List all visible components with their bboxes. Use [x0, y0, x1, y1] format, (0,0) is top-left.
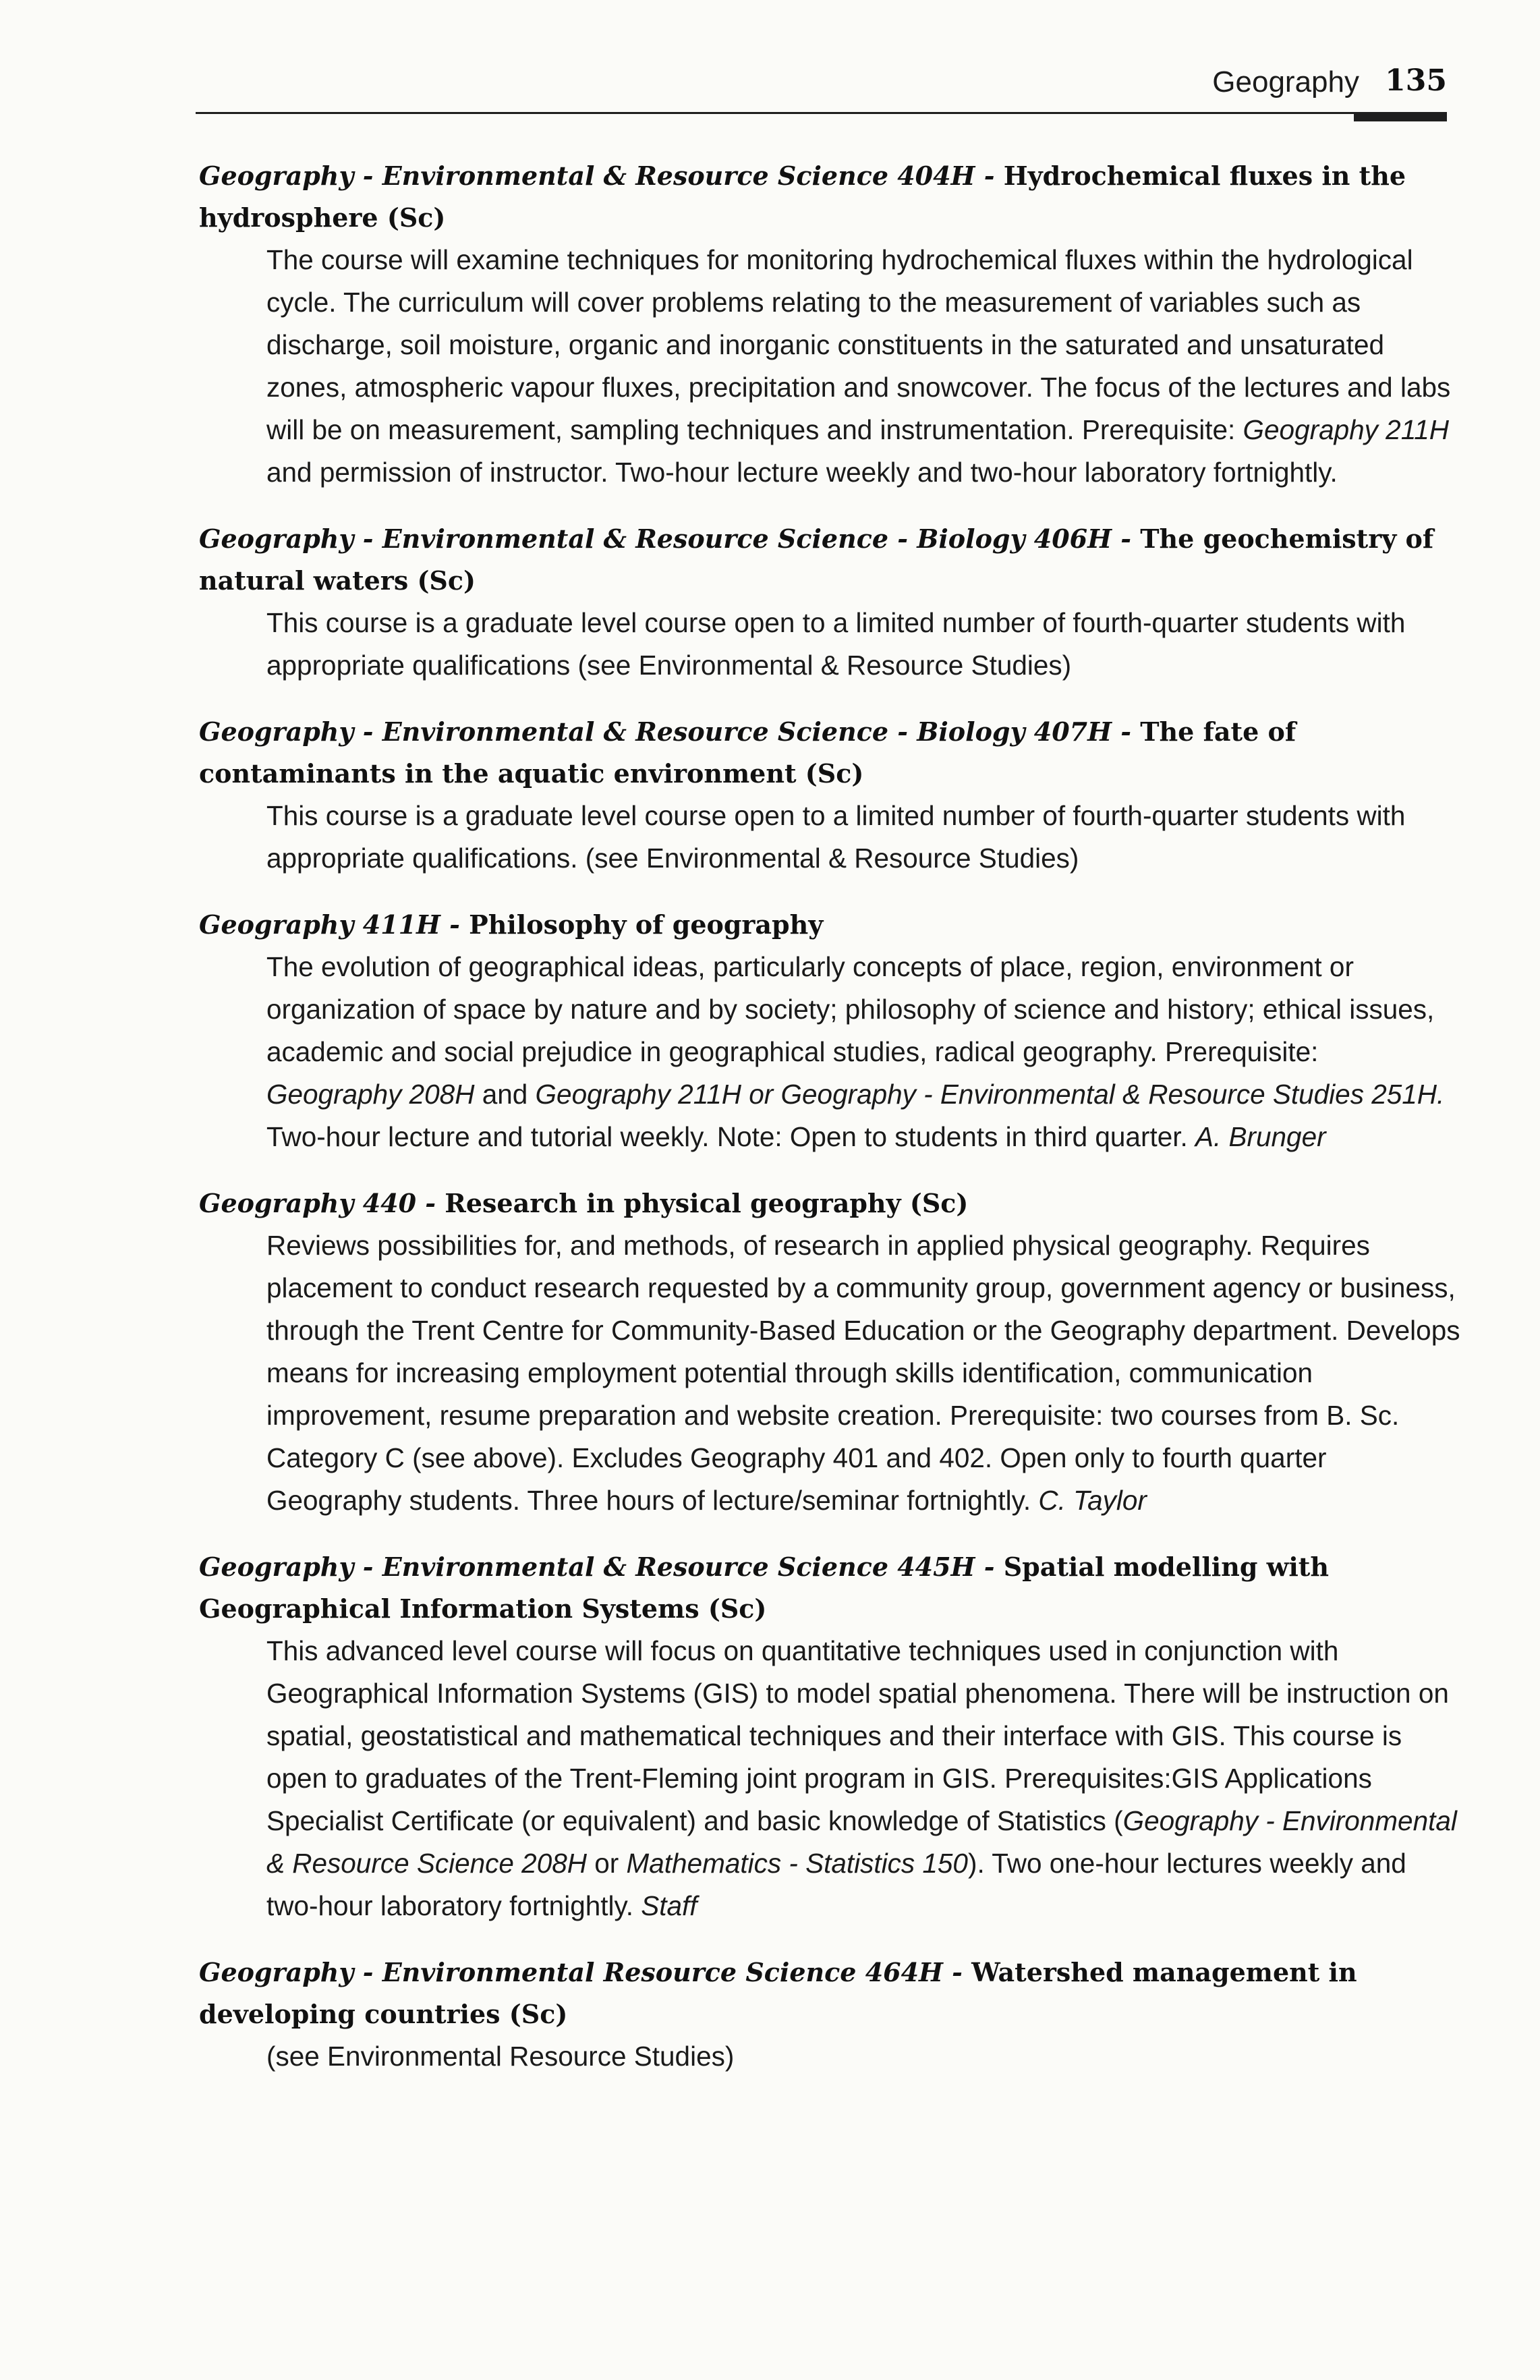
course-description — [266, 946, 1460, 1158]
course-code: Geography - Environmental & Resource Science - Biology 406H - — [199, 523, 1141, 554]
course-heading — [199, 1546, 1460, 1630]
description-text: Two-hour lecture and tutorial weekly. Note: Open to students in third quarter. — [266, 1121, 1195, 1152]
course-entry-445h — [199, 1546, 1460, 1927]
description-text: This advanced level course will focus on quantitative techniques used in conjunction with Geographical Information Systems (GIS) to model spatial phenomena. There will be instruction on spatial, geostatistical and mathematical techniques and their interface with GIS. This course is open to graduates of the Trent-Fleming joint program in GIS. Prerequisites:GIS Applications Specialist Certificate (or equivalent) and basic knowledge of Statistics ( — [266, 1635, 1449, 1836]
instructor-name: Staff — [641, 1890, 697, 1921]
course-code: Geography 440 - — [199, 1188, 445, 1218]
course-entry-404h — [199, 155, 1460, 494]
course-title: The fate of contaminants in the aquatic environment (Sc) — [199, 716, 1296, 789]
description-text: The course will examine techniques for monitoring hydrochemical fluxes within the hydrological cycle. The curriculum will cover problems relating to the measurement of variables such as discharge, soil moisture, organic and inorganic constituents in the saturated and unsaturated zones, atmospheric vapour fluxes, precipitation and snowcover. The focus of the lectures and labs will be on measurement, sampling techniques and instrumentation. Prerequisite: — [266, 244, 1451, 445]
course-description — [266, 1224, 1460, 1522]
header-thumb-tab — [1354, 112, 1447, 121]
course-heading — [199, 1952, 1460, 2035]
course-description — [266, 239, 1460, 494]
prerequisite-course: Geography - Environmental & Resource Science 208H — [266, 1805, 1457, 1879]
course-entry-407h — [199, 711, 1460, 880]
description-text: or — [587, 1848, 627, 1879]
description-text: The evolution of geographical ideas, particularly concepts of place, region, environment or organization of space by nature and by society; philosophy of science and history; ethical issues, academic and social prejudice in geographical studies, radical geography. Prerequisite: — [266, 951, 1435, 1067]
prerequisite-course: Geography 211H — [1243, 414, 1449, 445]
course-title: Watershed management in developing countries (Sc) — [199, 1957, 1357, 2029]
instructor-name: C. Taylor — [1038, 1485, 1147, 1516]
course-code: Geography 411H - — [199, 909, 469, 940]
prerequisite-course: Mathematics - Statistics 150 — [626, 1848, 968, 1879]
course-heading — [199, 1183, 1460, 1224]
description-text: ). Two one-hour lectures weekly and two-hour laboratory fortnightly. — [266, 1848, 1406, 1921]
course-description: (see Environmental Resource Studies) — [266, 2041, 735, 2072]
page-number: 135 — [1385, 63, 1447, 98]
course-entry-411h — [199, 904, 1460, 1158]
header-section-title: Geography — [1212, 65, 1359, 98]
course-description — [266, 1630, 1460, 1927]
course-heading — [199, 711, 1460, 795]
prerequisite-course: Geography 211H or Geography - Environmental & Resource Studies 251H. — [535, 1079, 1445, 1110]
course-code: Geography - Environmental Resource Science 464H - — [199, 1957, 972, 1987]
course-heading — [199, 518, 1460, 602]
description-text: and — [474, 1079, 536, 1110]
course-listings — [199, 155, 1460, 2102]
header-rule — [196, 112, 1447, 114]
course-code: Geography - Environmental & Resource Science 445H - — [199, 1552, 1004, 1582]
course-title: Research in physical geography (Sc) — [445, 1188, 969, 1218]
course-description: This course is a graduate level course open to a limited number of fourth-quarter students with appropriate qualifications (see Environmental & Resource Studies) — [266, 607, 1406, 681]
course-code: Geography - Environmental & Resource Science 404H - — [199, 161, 1004, 191]
course-title: Philosophy of geography — [469, 909, 824, 940]
course-title: Spatial modelling with Geographical Information Systems (Sc) — [199, 1552, 1329, 1624]
course-heading — [199, 155, 1460, 239]
course-heading — [199, 904, 1460, 946]
course-entry-440 — [199, 1183, 1460, 1522]
course-description: This course is a graduate level course open to a limited number of fourth-quarter students with appropriate qualifications. (see Environmental & Resource Studies) — [266, 800, 1406, 874]
course-code: Geography - Environmental & Resource Science - Biology 407H - — [199, 716, 1141, 747]
instructor-name: A. Brunger — [1195, 1121, 1326, 1152]
course-title: The geochemistry of natural waters (Sc) — [199, 523, 1434, 596]
course-title: Hydrochemical fluxes in the hydrosphere (Sc) — [199, 161, 1406, 233]
description-text: and permission of instructor. Two-hour lecture weekly and two-hour laboratory fortnightly. — [266, 457, 1338, 488]
description-text: Reviews possibilities for, and methods, of research in applied physical geography. Requires placement to conduct research requested by a community group, government agency or business, through the Trent Centre for Community-Based Education or the Geography department. Develops means for increasing employment potential through skills identification, communication improvement, resume preparation and website creation. Prerequisite: two courses from B. Sc. Category C (see above). Excludes Geography 401 and 402. Open only to fourth quarter Geography students. Three hours of lecture/seminar fortnightly. — [266, 1230, 1460, 1516]
course-entry-406h — [199, 518, 1460, 687]
course-entry-464h — [199, 1952, 1460, 2078]
prerequisite-course: Geography 208H — [266, 1079, 475, 1110]
running-header — [196, 62, 1447, 116]
